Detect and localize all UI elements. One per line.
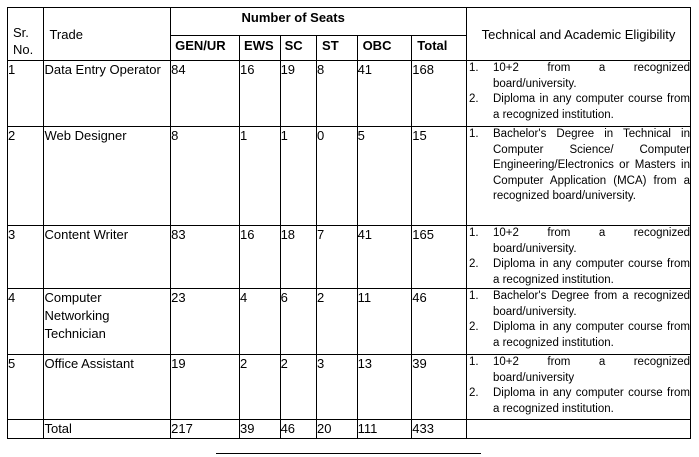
obc-cell: 41	[357, 61, 412, 127]
eligibility-item-text: 10+2 from a recognized board/university	[493, 356, 690, 384]
eligibility-item	[467, 289, 690, 320]
ews-cell: 4	[240, 289, 281, 355]
table-row	[8, 127, 691, 226]
sc-cell: 6	[280, 289, 316, 355]
eligibility-item-number: 2.	[469, 387, 479, 399]
gen-ur-cell: 23	[171, 289, 240, 355]
eligibility-item-number: 2.	[469, 321, 479, 333]
totals-sr-cell	[8, 420, 44, 439]
obc-header	[357, 36, 412, 61]
table-row	[8, 226, 691, 289]
sr-no-cell: 1	[8, 61, 44, 127]
sc-cell: 2	[280, 355, 316, 420]
gen-ur-cell: 19	[171, 355, 240, 420]
eligibility-item-text: Diploma in any computer course from a recognized institution.	[493, 321, 690, 349]
total-cell: 165	[412, 226, 467, 289]
eligibility-header-label: Technical and Academic Eligibility	[481, 26, 676, 42]
obc-cell: 13	[357, 355, 412, 420]
eligibility-item-text: Diploma in any computer course from a recognized institution.	[493, 93, 690, 121]
gen-ur-cell: 8	[171, 127, 240, 226]
sc-cell: 1	[280, 127, 316, 226]
sc-label: SC	[284, 38, 303, 53]
st-cell: 7	[317, 226, 358, 289]
eligibility-item-text: 10+2 from a recognized board/university.	[493, 62, 690, 90]
sr-no-cell: 2	[8, 127, 44, 226]
eligibility-cell	[467, 226, 691, 289]
table-row	[8, 355, 691, 420]
eligibility-item-text: 10+2 from a recognized board/university.	[493, 227, 690, 255]
trade-cell: Data Entry Operator	[44, 61, 171, 127]
eligibility-cell	[467, 127, 691, 226]
eligibility-item	[467, 257, 690, 288]
sc-cell: 18	[280, 226, 316, 289]
eligibility-cell	[467, 355, 691, 420]
trade-cell: Computer Networking Technician	[44, 289, 171, 355]
trade-cell: Content Writer	[44, 226, 171, 289]
total-cell: 46	[412, 289, 467, 355]
eligibility-item	[467, 127, 690, 205]
seats-header-spacer	[171, 8, 240, 36]
totals-total-cell: 433	[412, 420, 467, 439]
eligibility-item-number: 1.	[469, 227, 479, 239]
st-cell: 2	[317, 289, 358, 355]
eligibility-item	[467, 386, 690, 417]
sr-no-header-line2: No.	[13, 42, 34, 57]
eligibility-item-text: Diploma in any computer course from a recognized institution.	[493, 258, 690, 286]
eligibility-item	[467, 61, 690, 92]
ews-cell: 16	[240, 226, 281, 289]
eligibility-item-number: 1.	[469, 290, 479, 302]
totals-ews-cell: 39	[240, 420, 281, 439]
footer-divider-line	[216, 453, 481, 454]
obc-cell: 5	[357, 127, 412, 226]
st-header	[317, 36, 358, 61]
eligibility-header	[467, 8, 691, 61]
eligibility-item	[467, 320, 690, 351]
eligibility-item-number: 1.	[469, 62, 479, 74]
ews-cell: 16	[240, 61, 281, 127]
totals-eligibility-cell	[467, 420, 691, 439]
totals-row	[8, 420, 691, 439]
trade-header	[44, 8, 171, 61]
totals-gen-ur-cell: 217	[171, 420, 240, 439]
gen-ur-label: GEN/UR	[175, 38, 226, 53]
sr-no-cell: 5	[8, 355, 44, 420]
eligibility-item	[467, 92, 690, 123]
eligibility-item-text: Bachelor's Degree from a recognized board/university.	[493, 290, 690, 318]
eligibility-cell	[467, 289, 691, 355]
sr-no-cell: 3	[8, 226, 44, 289]
st-cell: 0	[317, 127, 358, 226]
eligibility-item-text: Diploma in any computer course from a recognized institution.	[493, 387, 690, 415]
st-cell: 8	[317, 61, 358, 127]
sc-header	[280, 36, 316, 61]
obc-cell: 41	[357, 226, 412, 289]
ews-header	[240, 36, 281, 61]
number-of-seats-label: Number of Seats	[241, 10, 345, 25]
ews-cell: 2	[240, 355, 281, 420]
trade-header-label: Trade	[49, 26, 83, 42]
eligibility-item-number: 1.	[469, 356, 479, 368]
gen-ur-header	[171, 36, 240, 61]
st-cell: 3	[317, 355, 358, 420]
total-header	[412, 36, 467, 61]
gen-ur-cell: 84	[171, 61, 240, 127]
st-label: ST	[322, 38, 339, 53]
total-cell: 168	[412, 61, 467, 127]
sr-no-header-line1: Sr.	[13, 25, 29, 40]
trade-cell: Web Designer	[44, 127, 171, 226]
trade-cell: Office Assistant	[44, 355, 171, 420]
total-label: Total	[417, 38, 448, 53]
eligibility-item	[467, 355, 690, 386]
sr-no-cell: 4	[8, 289, 44, 355]
totals-st-cell: 20	[317, 420, 358, 439]
obc-cell: 11	[357, 289, 412, 355]
totals-label-cell: Total	[44, 420, 171, 439]
totals-obc-cell: 111	[357, 420, 412, 439]
gen-ur-cell: 83	[171, 226, 240, 289]
eligibility-item-number: 1.	[469, 128, 479, 140]
eligibility-cell	[467, 61, 691, 127]
eligibility-item-number: 2.	[469, 258, 479, 270]
totals-sc-cell: 46	[280, 420, 316, 439]
seats-table	[7, 7, 691, 439]
table-row	[8, 61, 691, 127]
ews-cell: 1	[240, 127, 281, 226]
sr-no-header	[8, 8, 44, 61]
number-of-seats-header	[240, 8, 467, 36]
eligibility-item	[467, 226, 690, 257]
eligibility-item-number: 2.	[469, 93, 479, 105]
table-row	[8, 289, 691, 355]
eligibility-item-text: Bachelor's Degree in Technical in Computer Science/ Computer Engineering/Electronics or Masters in Computer Application (MCA) from a recognized board/university.	[493, 128, 690, 202]
total-cell: 15	[412, 127, 467, 226]
sc-cell: 19	[280, 61, 316, 127]
obc-label: OBC	[362, 38, 392, 53]
total-cell: 39	[412, 355, 467, 420]
ews-label: EWS	[244, 38, 274, 53]
